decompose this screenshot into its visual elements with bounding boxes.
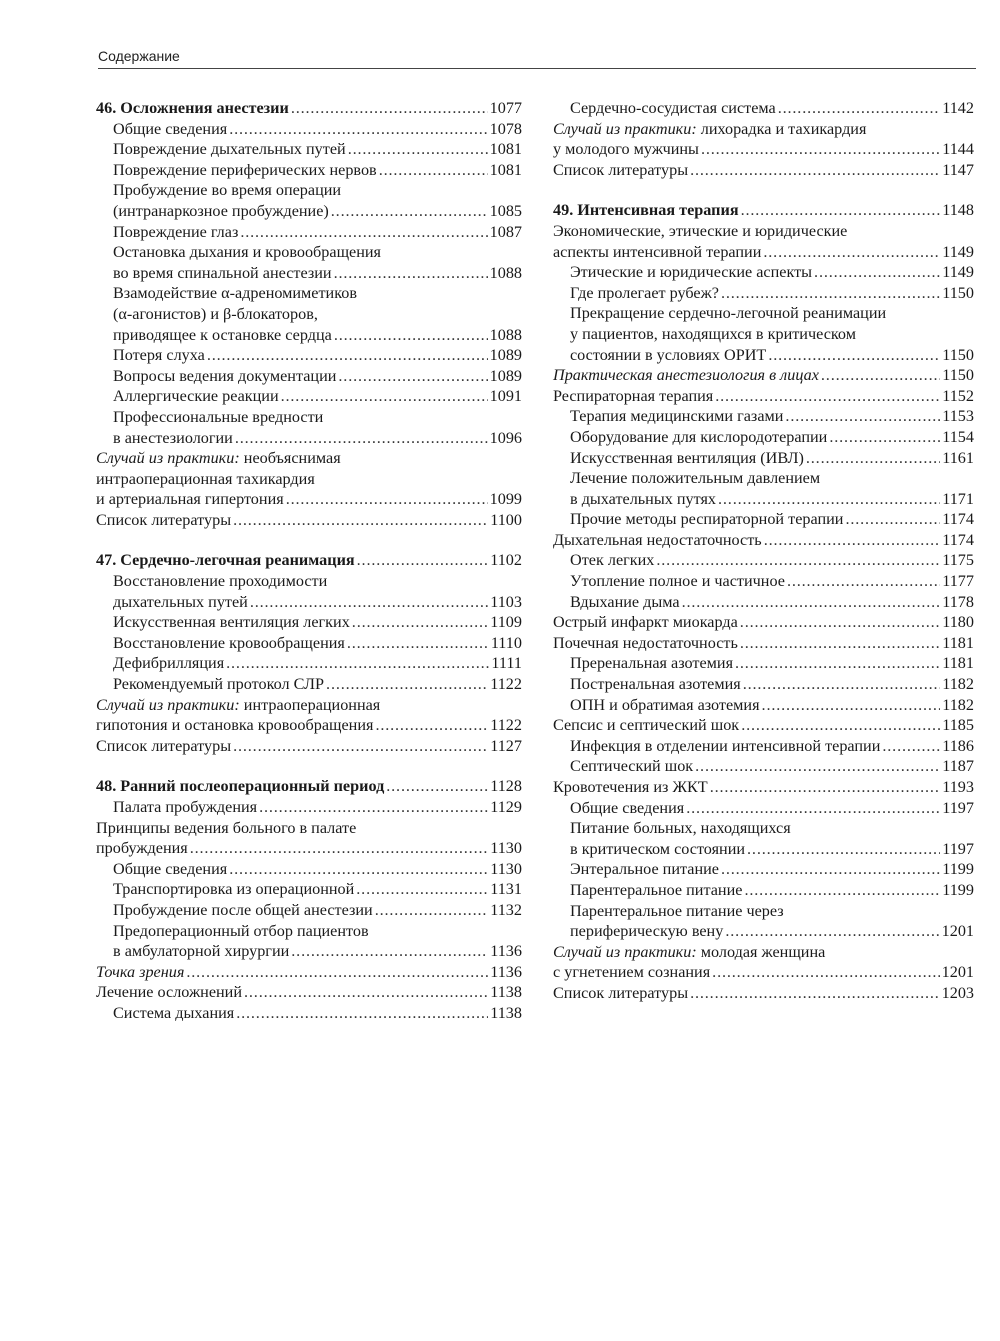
toc-entry-text: Восстановление проходимости [113, 572, 328, 591]
toc-entry-text: Пробуждение после общей анестезии [113, 900, 373, 919]
toc-column-right [553, 98, 974, 1004]
dot-leader [718, 489, 940, 510]
toc-page-number: 1187 [942, 757, 974, 776]
dot-leader [348, 139, 488, 160]
toc-entry-text: Где пролегает рубеж? [570, 283, 719, 302]
dot-leader [186, 962, 488, 983]
toc-entry-text: Терапия медицинскими газами [570, 407, 784, 426]
dot-leader [740, 612, 940, 633]
toc-entry-text: Список литературы [96, 510, 232, 529]
toc-entry[interactable] [553, 98, 974, 119]
toc-entry[interactable] [553, 901, 974, 942]
dot-leader [740, 633, 940, 654]
toc-page-number: 1132 [490, 900, 522, 919]
toc-page-number: 1161 [942, 448, 974, 467]
toc-entry-text: Лечение положительным давлением [570, 469, 821, 488]
toc-entry[interactable] [553, 736, 974, 757]
toc-entry-text: у пациентов, находящихся в критическом [570, 324, 856, 343]
dot-leader [233, 510, 488, 531]
toc-entry-text: Общие сведения [113, 119, 228, 138]
toc-entry[interactable] [96, 653, 522, 674]
toc-entry[interactable] [96, 879, 522, 900]
dot-leader [785, 406, 940, 427]
dot-leader [352, 612, 488, 633]
dot-leader [338, 366, 487, 387]
toc-entry[interactable] [553, 530, 974, 551]
toc-entry-text: Почечная недостаточность [553, 633, 738, 652]
toc-entry[interactable] [96, 900, 522, 921]
toc-entry-text: в амбулаторной хирургии [113, 942, 290, 961]
toc-entry-italic-prefix: Случай из практики: [553, 119, 697, 138]
toc-entry-text: Повреждение периферических нервов [113, 160, 377, 179]
toc-page-number: 1186 [942, 736, 974, 755]
toc-page-number: 1144 [942, 140, 974, 159]
dot-leader [656, 550, 940, 571]
toc-page-number: 1152 [942, 386, 974, 405]
toc-column-left [96, 98, 522, 1024]
toc-entry-text: гипотония и остановка кровообращения [96, 716, 374, 735]
toc-entry[interactable] [553, 880, 974, 901]
toc-entry[interactable] [553, 571, 974, 592]
toc-entry[interactable] [96, 180, 522, 221]
dot-leader [735, 653, 940, 674]
dot-leader [882, 736, 940, 757]
toc-entry[interactable] [96, 366, 522, 387]
toc-entry-text: дыхательных путей [113, 592, 248, 611]
toc-entry-text: Питание больных, находящихся [570, 819, 791, 838]
toc-entry[interactable] [96, 510, 522, 531]
dot-leader [229, 119, 487, 140]
toc-entry-text: Этические и юридические аспекты [570, 263, 813, 282]
toc-entry-text: Отек легких [570, 551, 655, 570]
toc-entry-text: Профессиональные вредности [113, 407, 324, 426]
toc-entry[interactable] [553, 674, 974, 695]
toc-entry-text: Преренальная азотемия [570, 654, 734, 673]
toc-entry[interactable] [96, 612, 522, 633]
toc-page-number: 1089 [489, 366, 522, 385]
dot-leader [715, 386, 940, 407]
toc-page-number: 1149 [942, 242, 974, 261]
toc-page-number: 1150 [942, 366, 974, 385]
toc-entry-text: Пробуждение во время операции [113, 181, 342, 200]
toc-entry[interactable] [96, 859, 522, 880]
toc-entry-text: лихорадка и тахикардия [700, 119, 867, 138]
toc-page-number: 1182 [942, 695, 974, 714]
dot-leader [712, 962, 939, 983]
toc-entry[interactable] [96, 139, 522, 160]
toc-entry[interactable] [553, 303, 974, 365]
toc-page-number: 1136 [490, 942, 522, 961]
toc-entry-text: Восстановление кровообращения [113, 633, 345, 652]
dot-leader [226, 653, 489, 674]
toc-chapter-entry[interactable] [96, 550, 522, 571]
toc-page-number: 1122 [490, 675, 522, 694]
toc-entry-text: Аллергические реакции [113, 387, 279, 406]
toc-entry-text: Повреждение дыхательных путей [113, 140, 346, 159]
toc-entry-text: молодая женщина [700, 942, 826, 961]
dot-leader [806, 448, 940, 469]
dot-leader [764, 530, 941, 551]
toc-entry[interactable] [96, 736, 522, 757]
toc-entry-italic-prefix: Случай из практики: [96, 695, 240, 714]
toc-page-number: 1199 [942, 880, 974, 899]
dot-leader [778, 98, 940, 119]
toc-page-number: 1088 [489, 263, 522, 282]
toc-entry-text: Дефибрилляция [113, 654, 225, 673]
toc-entry-text: 47. Сердечно-легочная реанимация [96, 551, 355, 570]
toc-entry-text: Принципы ведения больного в палате [96, 818, 357, 837]
toc-entry[interactable] [553, 406, 974, 427]
toc-entry[interactable] [553, 160, 974, 181]
toc-entry-text: Сепсис и септический шок [553, 716, 740, 735]
toc-entry-text: Повреждение глаз [113, 222, 239, 241]
running-head-title: Содержание [98, 48, 180, 64]
toc-entry[interactable] [553, 756, 974, 777]
toc-entry-text: Потеря слуха [113, 346, 205, 365]
toc-entry-text: ОПН и обратимая азотемия [570, 695, 760, 714]
toc-page-number: 1109 [490, 613, 522, 632]
toc-page-number: 1103 [490, 592, 522, 611]
toc-entry-italic-prefix: Практическая анестезиология в лицах [553, 366, 819, 385]
toc-page-number: 1128 [490, 777, 522, 796]
toc-page-number: 1181 [942, 633, 974, 652]
toc-page-number: 1131 [490, 880, 522, 899]
toc-page-number: 1102 [490, 551, 522, 570]
toc-entry[interactable] [96, 695, 522, 736]
toc-entry-text: (α-агонистов) и β-блокаторов, [113, 304, 318, 323]
toc-entry[interactable] [553, 715, 974, 736]
dot-leader [690, 160, 940, 181]
toc-entry-text: интраоперационная тахикардия [96, 469, 315, 488]
toc-entry-text: Прекращение сердечно-легочной реанимации [570, 304, 887, 323]
toc-entry[interactable] [96, 797, 522, 818]
dot-leader [741, 715, 940, 736]
dot-leader [233, 736, 488, 757]
toc-entry-italic-prefix: Случай из практики: [96, 449, 240, 468]
toc-entry-italic-prefix: Случай из практики: [553, 942, 697, 961]
dot-leader [356, 879, 488, 900]
toc-page-number: 1138 [490, 983, 522, 1002]
toc-page-number: 1149 [942, 263, 974, 282]
dot-leader [682, 592, 941, 613]
toc-page-number: 1096 [489, 428, 522, 447]
toc-entry-text: Парентеральное питание [570, 880, 743, 899]
toc-page-number: 1136 [490, 962, 522, 981]
toc-entry-text: Рекомендуемый протокол СЛР [113, 675, 325, 694]
toc-entry-text: во время спинальной анестезии [113, 263, 332, 282]
dot-leader [744, 880, 940, 901]
toc-page-number: 1088 [489, 325, 522, 344]
dot-leader [375, 715, 488, 736]
toc-entry-text: 46. Осложнения анестезии [96, 99, 289, 117]
toc-entry-text: аспекты интенсивной терапии [553, 242, 762, 261]
toc-entry[interactable] [553, 695, 974, 716]
toc-entry[interactable] [96, 982, 522, 1003]
dot-leader [236, 1003, 488, 1024]
toc-entry[interactable] [96, 407, 522, 448]
dot-leader [207, 345, 488, 366]
dot-leader [334, 263, 488, 284]
toc-entry[interactable] [553, 983, 974, 1004]
toc-entry-text: Список литературы [553, 983, 689, 1002]
toc-entry-text: Общие сведения [113, 859, 228, 878]
toc-entry[interactable] [553, 592, 974, 613]
toc-page-number: 1150 [942, 345, 974, 364]
toc-entry[interactable] [96, 962, 522, 983]
toc-entry-text: в критическом состоянии [570, 839, 746, 858]
toc-entry[interactable] [553, 550, 974, 571]
dot-leader [695, 756, 940, 777]
toc-chapter-entry[interactable] [96, 98, 522, 119]
toc-entry[interactable] [553, 798, 974, 819]
toc-entry[interactable] [96, 222, 522, 243]
toc-entry-text: Септический шок [570, 757, 694, 776]
toc-page-number: 1085 [489, 201, 522, 220]
toc-entry-text: Парентеральное питание через [570, 901, 784, 920]
toc-entry-text: приводящее к остановке сердца [113, 325, 332, 344]
toc-entry[interactable] [96, 571, 522, 612]
toc-entry-text: Острый инфаркт миокарда [553, 613, 738, 632]
dot-leader [743, 674, 941, 695]
toc-entry-text: Энтеральное питание [570, 860, 719, 879]
toc-entry[interactable] [553, 221, 974, 262]
toc-entry-text: пробуждения [96, 839, 188, 858]
toc-entry-text: периферическую вену [570, 922, 724, 941]
toc-entry-text: Вопросы ведения документации [113, 366, 337, 385]
toc-page-number: 1130 [490, 839, 522, 858]
toc-entry[interactable] [553, 509, 974, 530]
dot-leader [259, 797, 488, 818]
toc-entry-text: Остановка дыхания и кровообращения [113, 243, 381, 262]
toc-entry[interactable] [96, 283, 522, 345]
toc-entry-text: и артериальная гипертония [96, 490, 284, 509]
toc-page-number: 1122 [490, 716, 522, 735]
toc-entry-text: Общие сведения [570, 798, 685, 817]
toc-page-number: 1174 [942, 510, 974, 529]
toc-page-number: 1178 [942, 592, 974, 611]
toc-entry[interactable] [553, 262, 974, 283]
toc-entry-text: Утопление полное и частичное [570, 572, 785, 591]
toc-entry-text: Предоперационный отбор пациентов [113, 921, 369, 940]
toc-page-number: 1078 [489, 119, 522, 138]
toc-entry-text: Сердечно-сосудистая система [570, 99, 776, 117]
dot-leader [347, 633, 489, 654]
dot-leader [190, 838, 488, 859]
toc-entry[interactable] [553, 427, 974, 448]
dot-leader [763, 242, 940, 263]
toc-page-number: 1177 [942, 572, 974, 591]
dot-leader [741, 200, 941, 221]
dot-leader [386, 776, 488, 797]
toc-page-number: 1081 [489, 160, 522, 179]
toc-page-number: 1197 [942, 798, 974, 817]
toc-entry-text: Список литературы [553, 160, 689, 179]
toc-page-number: 1150 [942, 283, 974, 302]
dot-leader [690, 983, 940, 1004]
toc-entry-italic-prefix: Точка зрения [96, 962, 185, 981]
toc-page-number: 1111 [491, 654, 522, 673]
dot-leader [291, 98, 488, 119]
toc-entry-text: в дыхательных путях [570, 489, 717, 508]
toc-entry[interactable] [553, 859, 974, 880]
toc-entry[interactable] [553, 283, 974, 304]
toc-entry-text: Респираторная терапия [553, 386, 714, 405]
toc-entry[interactable] [96, 242, 522, 283]
toc-page-number: 1185 [942, 716, 974, 735]
toc-page-number: 1182 [942, 675, 974, 694]
toc-entry[interactable] [96, 386, 522, 407]
toc-entry-text: 48. Ранний послеоперационный период [96, 777, 385, 796]
toc-entry[interactable] [553, 777, 974, 798]
toc-page-number: 1181 [942, 654, 974, 673]
toc-page-number: 1091 [489, 387, 522, 406]
dot-leader [229, 859, 488, 880]
toc-entry[interactable] [96, 921, 522, 962]
toc-page-number: 1087 [489, 222, 522, 241]
page-header [98, 46, 976, 69]
dot-leader [721, 859, 940, 880]
toc-entry-text: Искусственная вентиляция (ИВЛ) [570, 448, 804, 467]
toc-entry-text: Палата пробуждения [113, 798, 258, 816]
toc-page-number: 1197 [942, 839, 974, 858]
dot-leader [829, 427, 940, 448]
toc-entry[interactable] [553, 119, 974, 160]
toc-entry-text: Система дыхания [113, 1003, 235, 1022]
dot-leader [845, 509, 940, 530]
toc-entry-text: Взамодействие α-адреномиметиков [113, 284, 357, 303]
toc-page-number: 1148 [942, 201, 974, 220]
dot-leader [250, 592, 488, 613]
toc-page-number: 1081 [489, 140, 522, 159]
toc-page-number: 1077 [489, 99, 522, 117]
dot-leader [725, 921, 939, 942]
toc-entry[interactable] [553, 386, 974, 407]
toc-entry-text: Искусственная вентиляция легких [113, 613, 350, 632]
toc-page-number: 1180 [942, 613, 974, 632]
dot-leader [235, 428, 488, 449]
toc-page-number: 1100 [490, 510, 522, 529]
toc-page-number: 1089 [489, 346, 522, 365]
toc-entry[interactable] [96, 119, 522, 140]
dot-leader [768, 345, 940, 366]
toc-page-number: 1142 [942, 99, 974, 117]
dot-leader [240, 222, 487, 243]
toc-entry[interactable] [553, 942, 974, 983]
toc-entry[interactable] [553, 365, 974, 386]
toc-page-number: 1171 [942, 489, 974, 508]
toc-entry-text: Вдыхание дыма [570, 592, 680, 611]
toc-entry[interactable] [553, 612, 974, 633]
toc-entry-text: состоянии в условиях ОРИТ [570, 345, 767, 364]
dot-leader [814, 262, 940, 283]
toc-entry[interactable] [553, 448, 974, 469]
toc-page-number: 1129 [490, 798, 522, 816]
dot-leader [379, 160, 488, 181]
toc-page-number: 1193 [942, 778, 974, 796]
toc-page-number: 1138 [490, 1003, 522, 1022]
toc-chapter-entry[interactable] [96, 776, 522, 797]
toc-entry-text: с угнетением сознания [553, 963, 711, 982]
dot-leader [747, 839, 940, 860]
toc-entry[interactable] [96, 345, 522, 366]
toc-entry-text: необъяснимая [243, 449, 341, 468]
toc-chapter-entry[interactable] [553, 200, 974, 221]
toc-page-number: 1154 [942, 427, 974, 446]
toc-entry[interactable] [553, 468, 974, 509]
toc-entry[interactable] [96, 1003, 522, 1024]
toc-entry-text: Список литературы [96, 736, 232, 755]
toc-entry-text: (интранаркозное пробуждение) [113, 201, 329, 220]
toc-page-number: 1201 [941, 963, 974, 982]
toc-entry-text: Инфекция в отделении интенсивной терапии [570, 736, 881, 755]
dot-leader [721, 283, 940, 304]
toc-page-number: 1175 [942, 551, 974, 570]
toc-page-number: 1099 [489, 490, 522, 509]
dot-leader [286, 489, 488, 510]
toc-entry-text: Дыхательная недостаточность [553, 530, 762, 549]
toc-entry[interactable] [96, 818, 522, 859]
toc-entry[interactable] [96, 633, 522, 654]
dot-leader [787, 571, 940, 592]
toc-entry[interactable] [96, 160, 522, 181]
toc-entry[interactable] [553, 818, 974, 859]
toc-entry[interactable] [96, 674, 522, 695]
toc-entry-text: Прочие методы респираторной терапии [570, 510, 844, 529]
toc-entry-text: Лечение осложнений [96, 983, 243, 1002]
dot-leader [326, 674, 488, 695]
dot-leader [701, 139, 940, 160]
toc-entry[interactable] [96, 448, 522, 510]
dot-leader [291, 941, 488, 962]
toc-page-number: 1201 [941, 922, 974, 941]
toc-page-number: 1130 [490, 859, 522, 878]
toc-page-number: 1153 [942, 407, 974, 426]
toc-page-number: 1199 [942, 860, 974, 879]
dot-leader [331, 201, 488, 222]
toc-entry-text: Кровотечения из ЖКТ [553, 778, 708, 796]
toc-page-number: 1127 [490, 736, 522, 755]
toc-page-number: 1147 [942, 160, 974, 179]
toc-entry-text: Постренальная азотемия [570, 675, 741, 694]
toc-entry-text: в анестезиологии [113, 428, 233, 447]
toc-entry[interactable] [553, 633, 974, 654]
toc-entry-text: 49. Интенсивная терапия [553, 201, 739, 220]
dot-leader [375, 900, 489, 921]
toc-entry-text: у молодого мужчины [553, 140, 699, 159]
toc-entry[interactable] [553, 653, 974, 674]
dot-leader [686, 798, 940, 819]
toc-page-number: 1203 [941, 983, 974, 1002]
toc-page-number: 1110 [490, 633, 522, 652]
toc-page-number: 1174 [942, 530, 974, 549]
dot-leader [821, 365, 940, 386]
dot-leader [334, 325, 488, 346]
toc-entry-text: Оборудование для кислородотерапии [570, 427, 828, 446]
toc-entry-text: Транспортировка из операционной [113, 880, 355, 899]
dot-leader [357, 550, 489, 571]
toc-entry-text: Экономические, этические и юридические [553, 221, 848, 240]
dot-leader [762, 695, 941, 716]
toc-entry-text: интраоперационная [243, 695, 381, 714]
dot-leader [710, 777, 941, 798]
dot-leader [281, 386, 488, 407]
dot-leader [244, 982, 488, 1003]
